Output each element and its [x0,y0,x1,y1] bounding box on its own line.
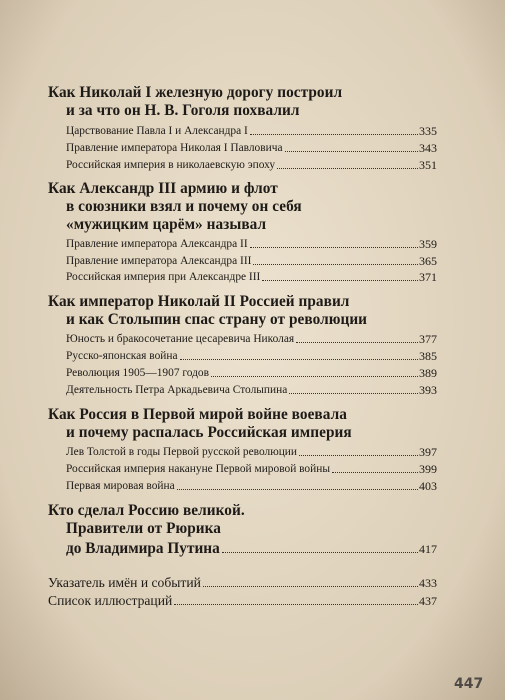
toc-entry-label: Список иллюстраций [48,593,173,608]
toc-entry[interactable] [48,590,437,608]
leader-dots [299,455,418,456]
section-title-line: Как Николай I железную дорогу построил [48,84,343,101]
section-title-line: и как Столыпин спас страну от революции [66,311,368,328]
toc-entry-label: Правление императора Александра II [66,238,248,250]
section-title [48,180,302,234]
toc-entry-label: Царствование Павла I и Александра I [66,125,248,137]
toc-entry[interactable] [66,364,437,380]
toc-entry-label: Лев Толстой в годы Первой русской революции [66,446,297,458]
toc-entry-page: 335 [419,124,437,138]
leader-dots [174,604,418,605]
toc-entry-page: 343 [419,141,437,155]
leader-dots [177,489,418,490]
section-title-line: и за что он Н. В. Гоголя похвалил [66,102,300,119]
leader-dots [289,393,418,394]
toc-entry-page: 397 [419,445,437,459]
toc-entry[interactable] [66,139,437,155]
leader-dots [250,247,418,248]
toc-entry-label: Правление императора Александра III [66,255,252,267]
toc-entry[interactable] [48,572,437,590]
toc-entry-label: Революция 1905—1907 годов [66,367,209,379]
toc-entry-label: Юность и бракосочетание цесаревича Николая [66,333,295,345]
section-title-line: Кто сделал Россию великой. [48,502,245,519]
toc-entry[interactable] [66,347,437,363]
toc-entry-label: Русско-японская война [66,350,178,362]
leader-dots [250,134,418,135]
toc-entry-page: 403 [419,479,437,493]
toc-entry-page: 385 [419,349,437,363]
toc-entry[interactable] [66,235,437,251]
section-title [48,84,342,120]
toc-entry-page: 371 [419,270,437,284]
toc-entry-page: 437 [419,594,437,608]
toc-entry[interactable] [66,268,437,284]
leader-dots [262,280,418,281]
toc-entry[interactable] [66,330,437,346]
leader-dots [211,376,418,377]
leader-dots [332,472,418,473]
toc-entry-page: 377 [419,332,437,346]
toc-entry-label: Первая мировая война [66,480,175,492]
toc-entry-page: 433 [419,576,437,590]
section-title-line: в союзники взял и почему он себя [66,198,302,215]
toc-entry[interactable] [66,443,437,459]
leader-dots [296,342,418,343]
toc-entry-label: Деятельность Петра Аркадьевича Столыпина [66,384,288,396]
section-title-line: Как император Николай II Россией правил [48,293,350,310]
section-title-line: до Владимира Путина [66,540,220,557]
toc-entry-label: Российская империя при Александре III [66,271,261,283]
section-title [48,502,245,538]
section-title-line: и почему распалась Российская империя [66,424,352,441]
toc-entry-label: Российская империя накануне Первой мировой войны [66,463,330,475]
leader-dots [203,586,418,587]
toc-entry[interactable] [66,252,437,268]
section-title-line: Как Александр III армию и флот [48,180,278,197]
toc-entry-page: 359 [419,237,437,251]
toc-entry-page: 399 [419,462,437,476]
toc-entry-page: 389 [419,366,437,380]
toc-entry-page: 417 [419,542,437,556]
leader-dots [253,264,418,265]
toc-entry-label: Указатель имён и событий [48,575,201,590]
leader-dots [285,151,418,152]
section-title [48,406,352,442]
section-title-line: Как Россия в Первой мирой войне воевала [48,406,347,423]
section-title-line: Правители от Рюрика [66,520,221,537]
toc-entry[interactable] [66,477,437,493]
toc-entry-page: 365 [419,254,437,268]
leader-dots [277,168,418,169]
leader-dots [222,552,418,553]
section-title [48,293,367,329]
toc-entry-label: Российская империя в николаевскую эпоху [66,159,276,171]
toc-entry-page: 393 [419,383,437,397]
toc-entry-page: 351 [419,158,437,172]
toc-entry-label: Правление императора Николая I Павловича [66,142,283,154]
toc-entry[interactable] [66,122,437,138]
toc-entry[interactable] [66,381,437,397]
toc-entry[interactable] [66,156,437,172]
page-number: 447 [454,676,484,692]
leader-dots [180,359,418,360]
section-title-line: «мужицким царём» называл [66,216,267,233]
toc-entry[interactable] [66,460,437,476]
toc-entry[interactable] [66,538,437,556]
